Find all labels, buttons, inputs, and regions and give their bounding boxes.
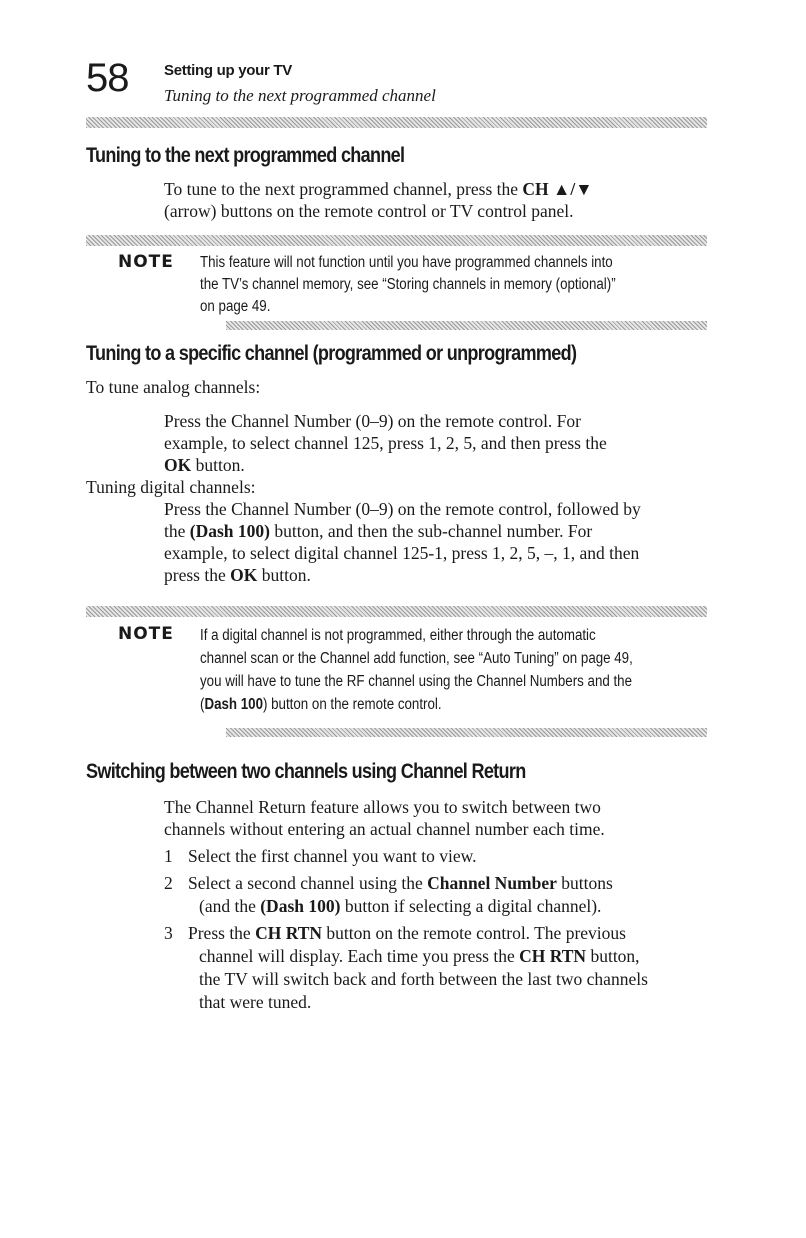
page-number: 58 [86, 56, 129, 100]
chapter-title: Setting up your TV [164, 62, 292, 79]
section-heading-channel-return: Switching between two channels using Channel Return [86, 760, 526, 783]
list-item: 2 Select a second channel using the Channel Number buttons (and the (Dash 100) button if selecting a digital channel). [164, 873, 613, 916]
ch-arrow-buttons: CH ▲/▼ [522, 179, 593, 199]
note1-label: NOTE [118, 252, 174, 272]
section-heading-next-channel: Tuning to the next programmed channel [86, 144, 405, 167]
digital-label: Tuning digital channels: [86, 477, 256, 497]
channel-return-steps [164, 845, 648, 1014]
list-item: 1 Select the first channel you want to view. [164, 846, 477, 866]
note2-top-divider [86, 606, 707, 617]
list-item: 3 Press the CH RTN button on the remote control. The previous channel will display. Each time you press the CH RTN button, the TV will switch back and forth between the last two channels that were tuned. [164, 923, 648, 1012]
running-title: Tuning to the next programmed channel [164, 86, 436, 105]
note1-text: This feature will not function until you have programmed channels into the TV’s channel memory, see “Storing channels in memory (optional)” on page 49. [200, 254, 616, 315]
note1-top-divider [86, 235, 707, 246]
note1-bottom-divider [226, 321, 707, 330]
header-divider [86, 117, 707, 128]
digital-instructions: Press the Channel Number (0–9) on the remote control, followed by the (Dash 100) button, and then the sub-channel number. For example, to select digital channel 125-1, press 1, 2, 5, –, 1, and then press the OK button. [164, 499, 641, 585]
section1-paragraph: To tune to the next programmed channel, press the CH ▲/▼ (arrow) buttons on the remote control or TV control panel. [164, 179, 593, 221]
note2-text: If a digital channel is not programmed, either through the automatic channel scan or the Channel add function, see “Auto Tuning” on page 49, you will have to tune the RF channel using the Channel Numbers and the (Dash 100) button on the remote control. [200, 627, 633, 713]
note2-label: NOTE [118, 624, 174, 644]
analog-instructions: Press the Channel Number (0–9) on the remote control. For example, to select channel 125, press 1, 2, 5, and then press the OK button. [164, 411, 607, 475]
section-heading-specific-channel: Tuning to a specific channel (programmed or unprogrammed) [86, 342, 577, 365]
analog-label: To tune analog channels: [86, 377, 261, 397]
channel-return-intro: The Channel Return feature allows you to switch between two channels without entering an actual channel number each time. [164, 797, 605, 839]
note2-bottom-divider [226, 728, 707, 737]
